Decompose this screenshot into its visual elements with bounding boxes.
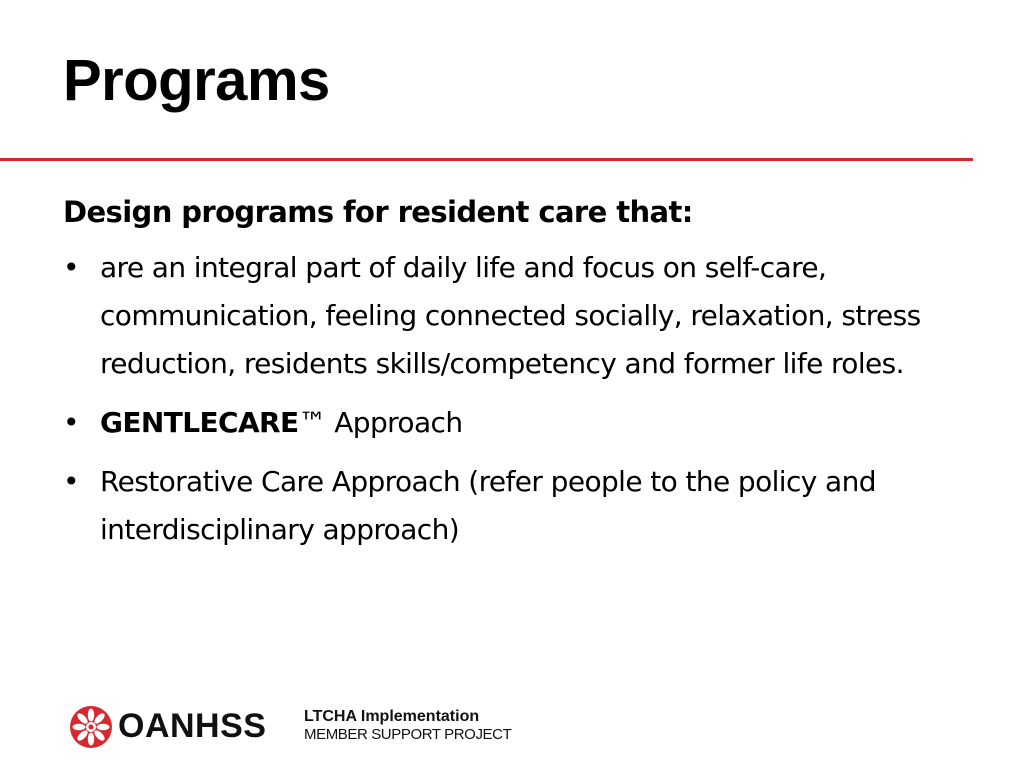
bullet-dot: •: [63, 251, 79, 284]
bullet-item-daily-life: [63, 244, 973, 388]
bullet-text: are an integral part of daily life and focus on self-care, communication, feeling connected socially, relaxation, stress reduction, residents skills/competency and former life roles.: [100, 251, 921, 380]
title-divider: [0, 158, 973, 161]
logo-wordmark: OANHSS: [118, 707, 267, 745]
bullet-text: Approach: [325, 406, 463, 439]
body-heading: Design programs for resident care that:: [63, 195, 693, 229]
bullet-list: [63, 244, 973, 554]
bullet-dot: •: [63, 465, 79, 498]
slide-body: [63, 192, 973, 565]
trademark-symbol: ™: [298, 406, 326, 439]
project-subtitle: MEMBER SUPPORT PROJECT: [304, 726, 512, 743]
bullet-bold-term: GENTLECARE: [100, 406, 299, 439]
bullet-item-gentlecare: [63, 399, 973, 447]
slide-title: Programs: [63, 48, 330, 113]
project-title: LTCHA Implementation: [304, 708, 480, 725]
oanhss-flower-logo-icon: [68, 704, 114, 750]
project-label: [304, 708, 511, 744]
bullet-text: Restorative Care Approach (refer people to the policy and interdisciplinary approach): [100, 465, 876, 546]
bullet-item-restorative-care: [63, 458, 973, 554]
bullet-dot: •: [63, 406, 79, 439]
